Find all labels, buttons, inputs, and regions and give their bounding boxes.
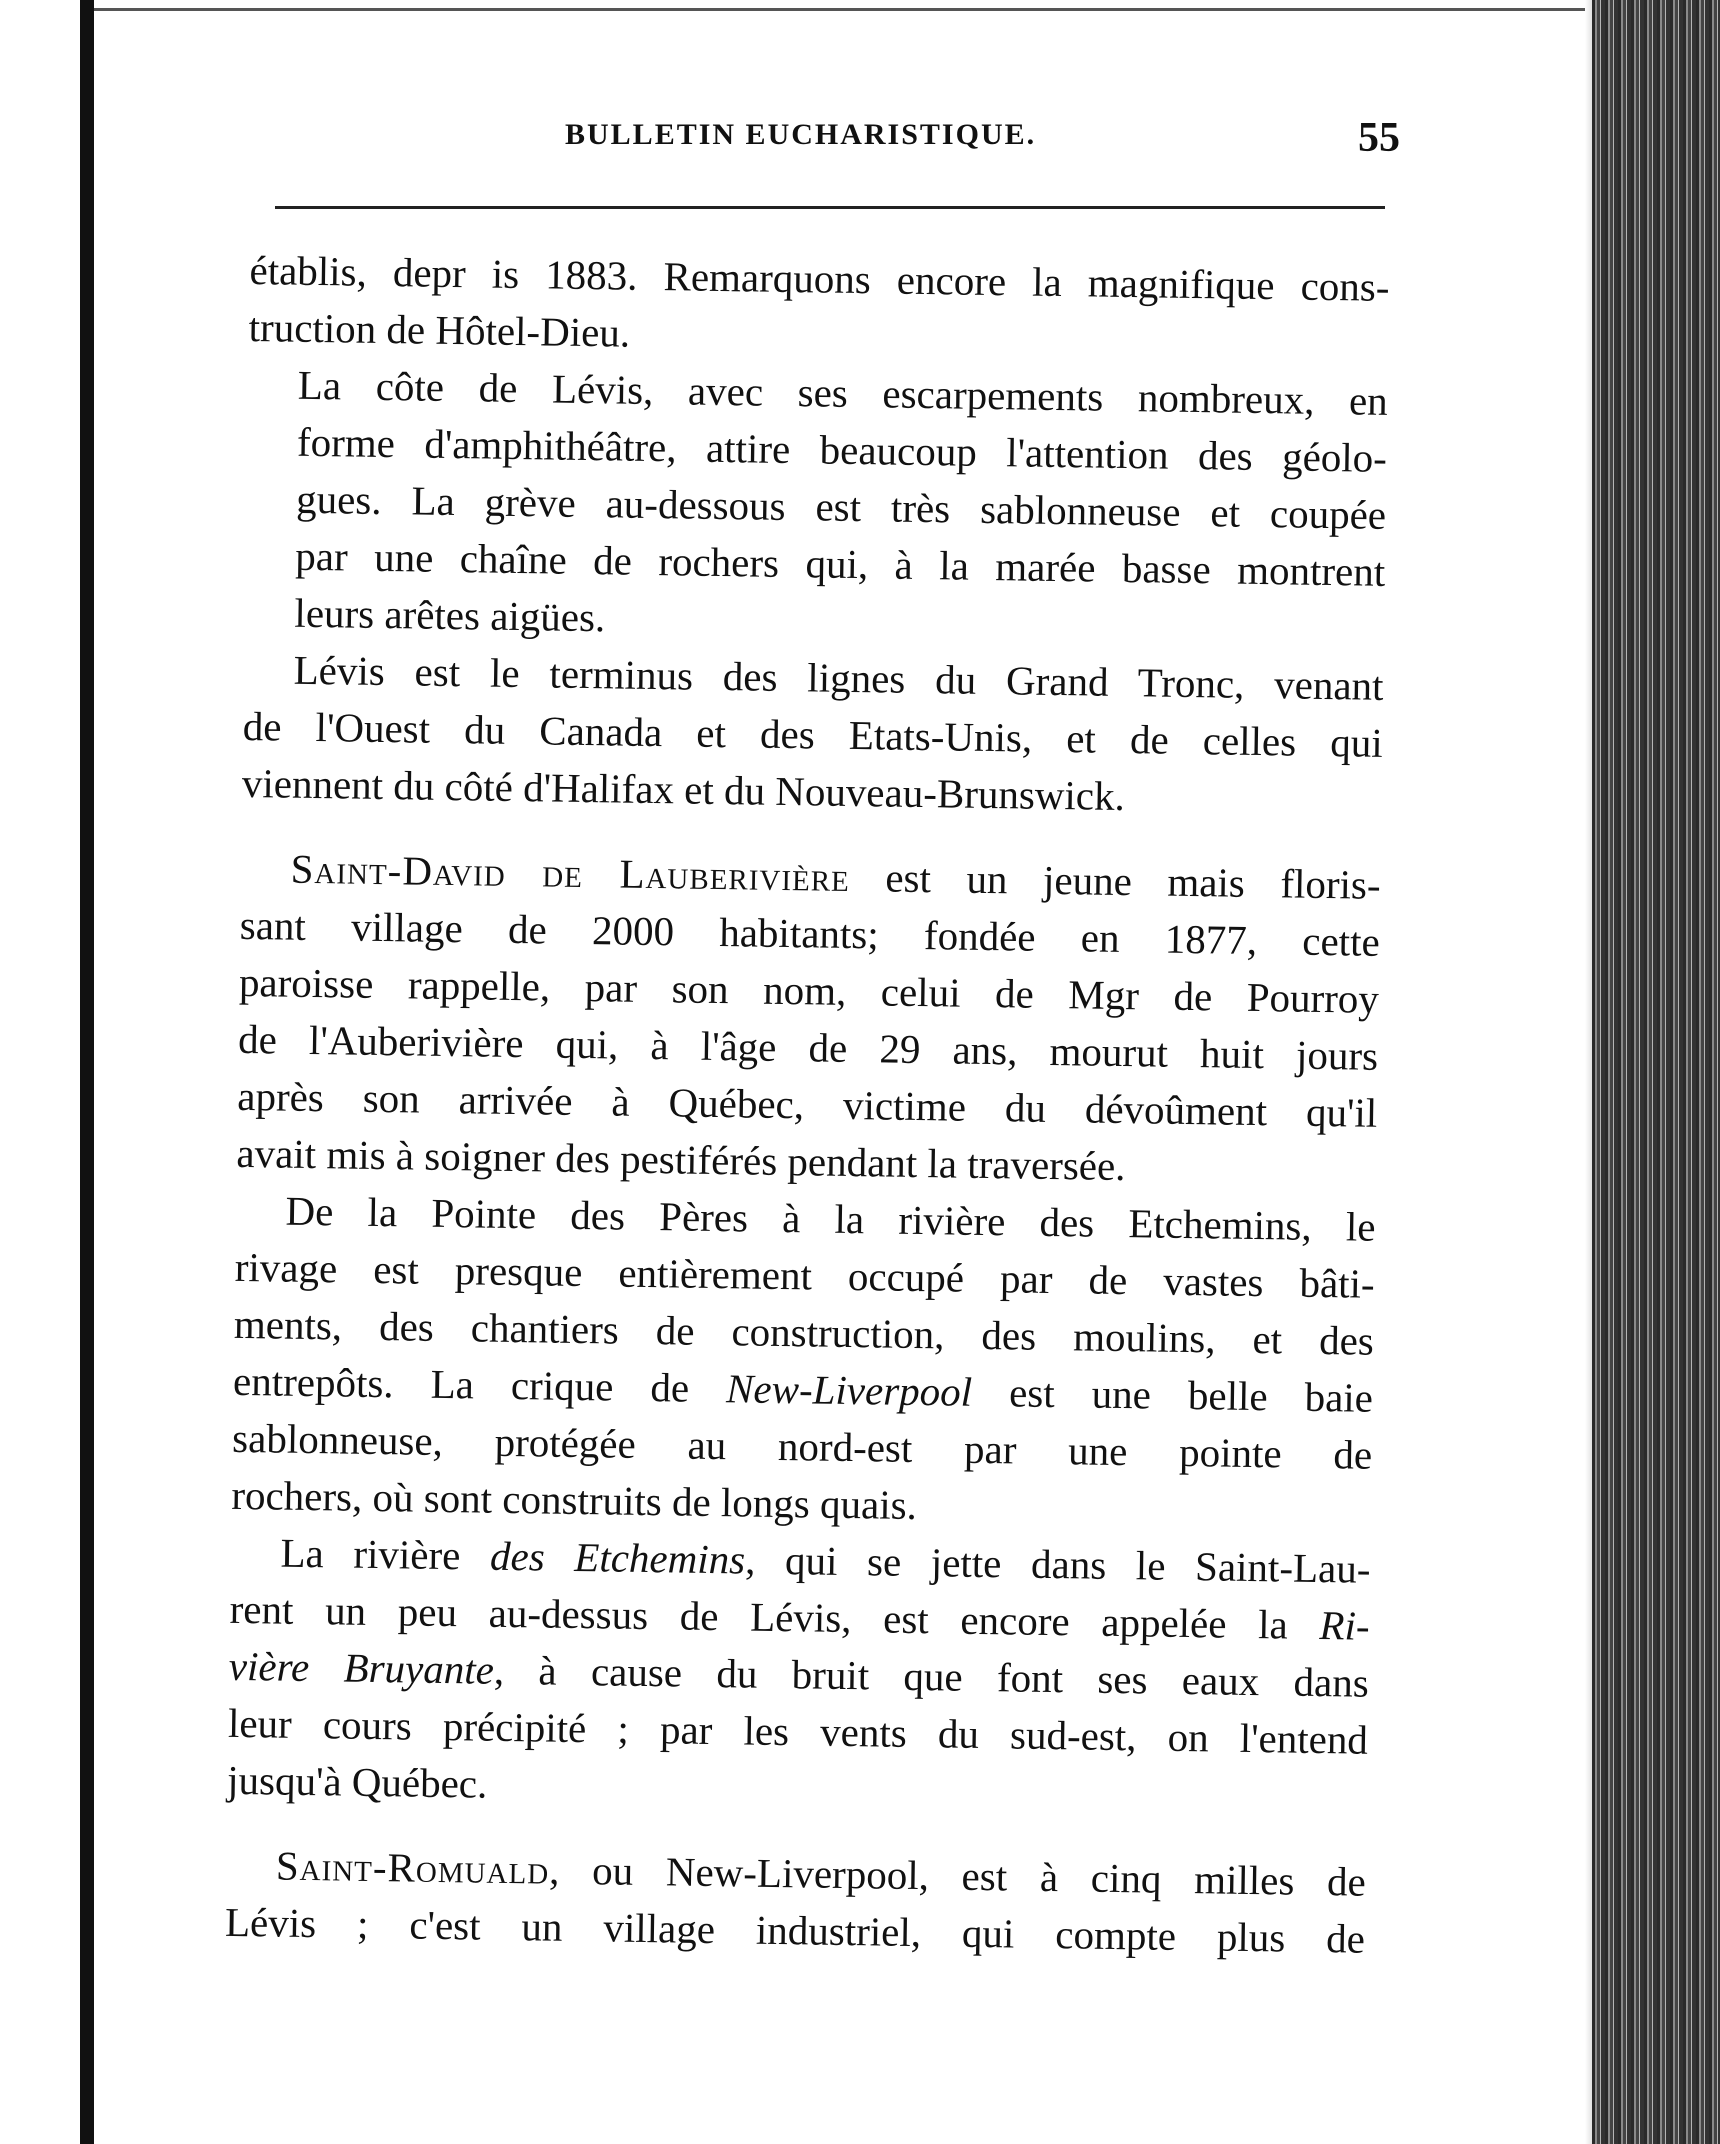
paragraph-2: [244, 356, 1388, 658]
text-line: leur cours précipité ; par les vents du sud-est, on l'entend: [227, 1699, 1369, 1763]
text-line: avait mis à soigner des pestiférés pendant la traversée.: [236, 1129, 1126, 1190]
text-line: viennent du côté d'Halifax et du Nouveau-Brunswick.: [241, 759, 1126, 820]
text-line: paroisse rappelle, par son nom, celui de Mgr de Pourroy: [238, 958, 1380, 1022]
text-fragment: , ou New-Liverpool, est à cinq milles de: [548, 1846, 1367, 1905]
text-line: Lévis est le terminus des lignes du Grand Tronc, venant: [293, 646, 1384, 709]
text-fragment: , à cause du bruit que font ses eaux dans: [493, 1646, 1370, 1706]
text-line: rochers, où sont construits de longs quais.: [231, 1471, 918, 1529]
italic-place-name: vière Bruyante: [228, 1642, 495, 1693]
text-fragment: entrepôts. La crique de: [232, 1357, 727, 1412]
page-top-edge: [94, 8, 1592, 11]
text-line: par une chaîne de rochers qui, à la marée basse montrent: [295, 532, 1386, 595]
text-line: après son arrivée à Québec, victime du dévoûment qu'il: [236, 1072, 1378, 1136]
text-line: établis, depr is 1883. Remarquons encore la magnifique cons-: [249, 246, 1390, 310]
text-line: sant village de 2000 habitants; fondée en 1877, cette: [239, 901, 1381, 965]
text-line: de l'Auberivière qui, à l'âge de 29 ans, mourut huit jours: [237, 1015, 1379, 1079]
paragraph-4: [236, 840, 1381, 1199]
paragraph-5: [231, 1182, 1376, 1541]
italic-place-name: des Etchemins: [489, 1532, 746, 1583]
italic-place-name: New-Liverpool: [725, 1365, 973, 1415]
text-fragment: La rivière: [280, 1529, 491, 1579]
body-text: [225, 242, 1390, 1968]
paragraph-1: [248, 242, 1390, 373]
text-line: ments, des chantiers de construction, des moulins, et des: [233, 1300, 1375, 1364]
text-line: truction de Hôtel-Dieu.: [248, 303, 631, 356]
text-line: La côte de Lévis, avec ses escarpements nombreux, en: [297, 361, 1389, 424]
binding-shadow: [80, 0, 94, 2144]
text-fragment: rent un peu au-dessus de Lévis, est encore appelée la: [229, 1585, 1320, 1649]
paragraph-3: [242, 641, 1384, 829]
text-line: de l'Ouest du Canada et des Etats-Unis, et de celles qui: [242, 702, 1384, 766]
text-fragment: , qui se jette dans le Saint-Lau-: [744, 1536, 1371, 1592]
page-header: [270, 115, 1400, 178]
page-number: 55: [1358, 115, 1400, 161]
running-head: BULLETIN EUCHARISTIQUE.: [565, 118, 1037, 151]
text-line: forme d'amphithéâtre, attire beaucoup l'attention des géolo-: [296, 418, 1388, 481]
text-line: Lévis ; c'est un village industriel, qui compte plus de: [224, 1898, 1366, 1962]
text-line: De la Pointe des Pères à la rivière des Etchemins, le: [285, 1187, 1376, 1250]
text-fragment: est un jeune mais floris-: [849, 853, 1381, 908]
paragraph-6: [227, 1524, 1371, 1826]
header-rule: [275, 206, 1385, 209]
left-gutter: [0, 0, 92, 2144]
paragraph-7: [225, 1837, 1367, 1968]
place-name: Saint-David de Lauberivière: [290, 845, 851, 900]
text-line: rivage est presque entièrement occupé par de vastes bâti-: [234, 1243, 1376, 1307]
place-name: Saint-Romuald: [275, 1842, 550, 1893]
text-fragment: est une belle baie: [971, 1368, 1374, 1421]
text-line: sablonneuse, protégée au nord-est par une pointe de: [231, 1414, 1373, 1478]
book-page-edges: [1592, 0, 1720, 2144]
text-line: jusqu'à Québec.: [226, 1756, 488, 1807]
text-line: leurs arêtes aigües.: [294, 589, 606, 641]
text-line: gues. La grève au-dessous est très sablonneuse et coupée: [295, 475, 1387, 538]
italic-place-name: Ri-: [1319, 1602, 1370, 1649]
